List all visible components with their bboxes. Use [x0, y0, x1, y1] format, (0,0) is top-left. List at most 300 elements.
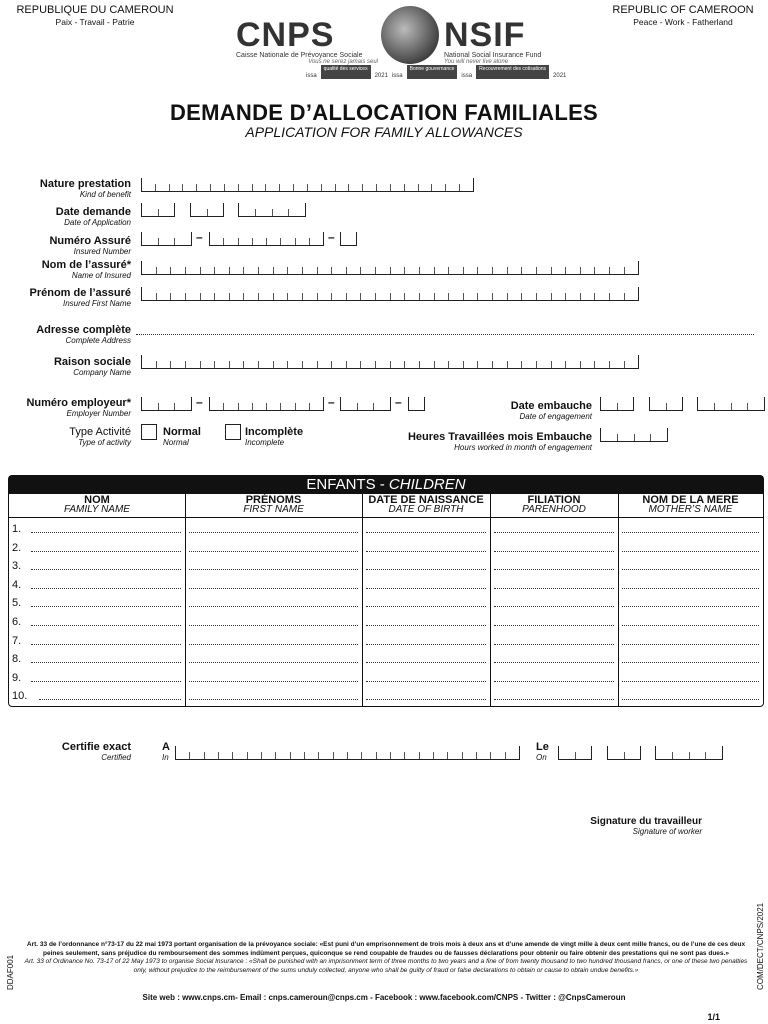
char-cell[interactable]	[336, 184, 350, 191]
char-cell[interactable]	[478, 293, 493, 300]
char-cell[interactable]	[171, 293, 186, 300]
char-cell[interactable]	[522, 361, 537, 368]
char-cell[interactable]	[239, 403, 253, 410]
table-cell-input[interactable]	[31, 606, 181, 607]
char-cell[interactable]	[405, 267, 420, 274]
char-cell[interactable]	[210, 238, 224, 245]
char-cell[interactable]	[449, 267, 464, 274]
char-cell[interactable]	[332, 361, 347, 368]
char-cell[interactable]	[318, 361, 333, 368]
char-cell[interactable]	[464, 293, 479, 300]
label-certify-on: Le On	[536, 741, 549, 762]
cnps-emblem-icon	[381, 6, 439, 64]
char-cell[interactable]	[405, 752, 419, 759]
normal-checkbox[interactable]	[141, 424, 157, 440]
char-cell[interactable]	[405, 293, 420, 300]
char-cell[interactable]	[171, 267, 186, 274]
table-cell-input[interactable]	[31, 625, 181, 626]
char-cell[interactable]	[142, 238, 159, 245]
row-number: 3.	[12, 560, 22, 573]
char-cell[interactable]	[552, 293, 567, 300]
prenom-assure-input[interactable]	[141, 287, 639, 301]
char-cell[interactable]	[142, 209, 159, 216]
char-cell[interactable]	[358, 403, 375, 410]
char-cell[interactable]	[537, 267, 552, 274]
char-cell[interactable]	[493, 293, 508, 300]
char-cell[interactable]	[239, 209, 256, 216]
char-cell[interactable]	[186, 267, 201, 274]
adresse-input[interactable]	[136, 334, 754, 335]
char-cell[interactable]	[347, 361, 362, 368]
separator-dash: –	[328, 395, 335, 409]
char-cell[interactable]	[248, 752, 262, 759]
char-cell[interactable]	[581, 293, 596, 300]
table-cell-input[interactable]	[622, 699, 759, 700]
table-cell-input[interactable]	[189, 532, 358, 533]
char-cell[interactable]	[276, 752, 290, 759]
row-number: 10.	[12, 690, 28, 703]
char-cell[interactable]	[224, 238, 238, 245]
char-cell[interactable]	[405, 361, 420, 368]
char-cell[interactable]	[435, 293, 450, 300]
char-cell[interactable]	[341, 403, 358, 410]
char-cell[interactable]	[361, 293, 376, 300]
char-cell[interactable]	[566, 293, 581, 300]
char-cell[interactable]	[361, 267, 376, 274]
char-cell[interactable]	[244, 361, 259, 368]
char-cell[interactable]	[559, 752, 576, 759]
char-cell[interactable]	[239, 238, 253, 245]
char-cell[interactable]	[493, 361, 508, 368]
char-cell[interactable]	[420, 752, 434, 759]
char-cell[interactable]	[274, 293, 289, 300]
char-cell[interactable]	[610, 361, 625, 368]
char-cell[interactable]	[230, 293, 245, 300]
char-cell[interactable]	[464, 267, 479, 274]
raison-sociale-input[interactable]	[141, 355, 639, 369]
badge-year: 2021	[374, 73, 388, 79]
numero-employeur-part1-input[interactable]	[141, 397, 192, 411]
char-cell[interactable]	[667, 403, 683, 410]
char-cell[interactable]	[610, 293, 625, 300]
table-cell-input[interactable]	[31, 569, 181, 570]
certification-badges	[306, 65, 566, 79]
date-embauche-month-input[interactable]	[649, 397, 683, 411]
char-cell[interactable]	[566, 267, 581, 274]
nature-input[interactable]	[141, 178, 474, 192]
table-cell-input[interactable]	[494, 699, 614, 700]
table-cell-input[interactable]	[31, 588, 181, 589]
char-cell[interactable]	[673, 752, 690, 759]
char-cell[interactable]	[190, 752, 204, 759]
char-cell[interactable]	[625, 361, 639, 368]
char-cell[interactable]	[508, 361, 523, 368]
char-cell[interactable]	[618, 434, 635, 441]
char-cell[interactable]	[625, 267, 639, 274]
char-cell[interactable]	[449, 293, 464, 300]
char-cell[interactable]	[215, 267, 230, 274]
char-cell[interactable]	[224, 403, 238, 410]
char-cell[interactable]	[405, 184, 419, 191]
char-cell[interactable]	[157, 293, 172, 300]
char-cell[interactable]	[191, 209, 208, 216]
table-cell-input[interactable]	[366, 662, 486, 663]
char-cell[interactable]	[253, 403, 267, 410]
char-cell[interactable]	[581, 267, 596, 274]
char-cell[interactable]	[230, 267, 245, 274]
char-cell[interactable]	[266, 184, 280, 191]
char-cell[interactable]	[432, 184, 446, 191]
char-cell[interactable]	[552, 267, 567, 274]
table-cell-input[interactable]	[366, 625, 486, 626]
table-cell-input[interactable]	[366, 644, 486, 645]
table-cell-input[interactable]	[366, 588, 486, 589]
char-cell[interactable]	[176, 752, 190, 759]
table-cell-input[interactable]	[622, 662, 759, 663]
char-cell[interactable]	[391, 752, 405, 759]
char-cell[interactable]	[635, 434, 652, 441]
char-cell[interactable]	[142, 293, 157, 300]
char-cell[interactable]	[493, 267, 508, 274]
char-cell[interactable]	[464, 361, 479, 368]
char-cell[interactable]	[435, 267, 450, 274]
logo-name-fr: Caisse Nationale de Prévoyance Sociale	[236, 52, 363, 59]
char-cell[interactable]	[610, 267, 625, 274]
char-cell[interactable]	[215, 361, 230, 368]
char-cell[interactable]	[420, 293, 435, 300]
table-cell-input[interactable]	[366, 532, 486, 533]
incomplete-label: Incomplète Incomplete	[245, 426, 304, 447]
char-cell[interactable]	[715, 403, 732, 410]
char-cell[interactable]	[262, 752, 276, 759]
char-cell[interactable]	[208, 209, 224, 216]
char-cell[interactable]	[267, 403, 281, 410]
char-cell[interactable]	[142, 184, 156, 191]
table-cell-input[interactable]	[494, 551, 614, 552]
label-nom-assure: Nom de l’assuré* Name of Insured	[41, 259, 131, 280]
char-cell[interactable]	[253, 184, 267, 191]
char-cell[interactable]	[347, 267, 362, 274]
table-cell-input[interactable]	[366, 606, 486, 607]
nom-assure-input[interactable]	[141, 261, 639, 275]
table-cell-input[interactable]	[31, 662, 181, 663]
char-cell[interactable]	[601, 403, 618, 410]
char-cell[interactable]	[186, 361, 201, 368]
table-cell-input[interactable]	[494, 606, 614, 607]
char-cell[interactable]	[142, 267, 157, 274]
char-cell[interactable]	[477, 752, 491, 759]
char-cell[interactable]	[280, 184, 294, 191]
char-cell[interactable]	[651, 434, 667, 441]
char-cell[interactable]	[448, 752, 462, 759]
table-cell-input[interactable]	[622, 532, 759, 533]
char-cell[interactable]	[205, 752, 219, 759]
date-demande-year-input[interactable]	[238, 203, 306, 217]
char-cell[interactable]	[449, 361, 464, 368]
char-cell[interactable]	[446, 184, 460, 191]
char-cell[interactable]	[650, 403, 667, 410]
char-cell[interactable]	[171, 361, 186, 368]
table-cell-input[interactable]	[189, 681, 358, 682]
char-cell[interactable]	[225, 184, 239, 191]
numero-assure-key-input[interactable]	[340, 232, 357, 246]
char-cell[interactable]	[601, 434, 618, 441]
certify-year-input[interactable]	[655, 746, 723, 760]
char-cell[interactable]	[391, 361, 406, 368]
char-cell[interactable]	[522, 293, 537, 300]
char-cell[interactable]	[576, 752, 592, 759]
date-embauche-year-input[interactable]	[697, 397, 765, 411]
char-cell[interactable]	[595, 293, 610, 300]
char-cell[interactable]	[201, 361, 216, 368]
table-cell-input[interactable]	[189, 644, 358, 645]
char-cell[interactable]	[197, 184, 211, 191]
char-cell[interactable]	[310, 403, 323, 410]
char-cell[interactable]	[256, 209, 273, 216]
char-cell[interactable]	[732, 403, 749, 410]
numero-assure-part2-input[interactable]	[209, 232, 324, 246]
char-cell[interactable]	[363, 184, 377, 191]
char-cell[interactable]	[374, 403, 390, 410]
char-cell[interactable]	[491, 752, 505, 759]
table-cell-input[interactable]	[494, 588, 614, 589]
column-divider	[490, 494, 491, 706]
char-cell[interactable]	[506, 752, 519, 759]
row-number: 6.	[12, 616, 22, 628]
incomplete-checkbox[interactable]	[225, 424, 241, 440]
numero-employeur-part2-input[interactable]	[209, 397, 324, 411]
table-cell-input[interactable]	[494, 569, 614, 570]
char-cell[interactable]	[288, 267, 303, 274]
table-cell-input[interactable]	[366, 681, 486, 682]
char-cell[interactable]	[157, 361, 172, 368]
char-cell[interactable]	[157, 267, 172, 274]
table-cell-input[interactable]	[189, 662, 358, 663]
char-cell[interactable]	[281, 403, 295, 410]
table-cell-input[interactable]	[622, 569, 759, 570]
table-cell-input[interactable]	[622, 644, 759, 645]
char-cell[interactable]	[273, 209, 290, 216]
char-cell[interactable]	[391, 293, 406, 300]
char-cell[interactable]	[142, 403, 159, 410]
char-cell[interactable]	[348, 752, 362, 759]
table-cell-input[interactable]	[366, 699, 486, 700]
char-cell[interactable]	[391, 267, 406, 274]
char-cell[interactable]	[595, 267, 610, 274]
issa-logo-icon: issa	[306, 73, 317, 79]
char-cell[interactable]	[219, 752, 233, 759]
char-cell[interactable]	[303, 267, 318, 274]
char-cell[interactable]	[259, 361, 274, 368]
char-cell[interactable]	[175, 238, 191, 245]
table-cell-input[interactable]	[189, 625, 358, 626]
char-cell[interactable]	[332, 267, 347, 274]
char-cell[interactable]	[159, 238, 176, 245]
char-cell[interactable]	[201, 293, 216, 300]
char-cell[interactable]	[303, 361, 318, 368]
char-cell[interactable]	[318, 293, 333, 300]
char-cell[interactable]	[625, 752, 641, 759]
char-cell[interactable]	[289, 209, 305, 216]
char-cell[interactable]	[377, 752, 391, 759]
char-cell[interactable]	[259, 293, 274, 300]
char-cell[interactable]	[183, 184, 197, 191]
table-cell-input[interactable]	[366, 569, 486, 570]
char-cell[interactable]	[239, 184, 253, 191]
char-cell[interactable]	[294, 184, 308, 191]
table-cell-input[interactable]	[494, 644, 614, 645]
char-cell[interactable]	[308, 184, 322, 191]
char-cell[interactable]	[706, 752, 722, 759]
table-cell-input[interactable]	[31, 644, 181, 645]
char-cell[interactable]	[409, 403, 424, 410]
char-cell[interactable]	[508, 267, 523, 274]
char-cell[interactable]	[244, 267, 259, 274]
char-cell[interactable]	[537, 361, 552, 368]
char-cell[interactable]	[419, 184, 433, 191]
char-cell[interactable]	[434, 752, 448, 759]
char-cell[interactable]	[347, 293, 362, 300]
char-cell[interactable]	[215, 293, 230, 300]
nsif-logo-right	[444, 18, 541, 65]
char-cell[interactable]	[435, 361, 450, 368]
char-cell[interactable]	[332, 293, 347, 300]
char-cell[interactable]	[581, 361, 596, 368]
label-type-activite: Type Activité Type of activity	[69, 426, 131, 447]
char-cell[interactable]	[170, 184, 184, 191]
char-cell[interactable]	[156, 184, 170, 191]
char-cell[interactable]	[349, 184, 363, 191]
char-cell[interactable]	[341, 238, 356, 245]
char-cell[interactable]	[291, 752, 305, 759]
char-cell[interactable]	[142, 361, 157, 368]
table-cell-input[interactable]	[31, 551, 181, 552]
char-cell[interactable]	[322, 184, 336, 191]
char-cell[interactable]	[159, 209, 175, 216]
char-cell[interactable]	[318, 267, 333, 274]
char-cell[interactable]	[552, 361, 567, 368]
char-cell[interactable]	[281, 238, 295, 245]
cnps-logo-left	[236, 18, 378, 65]
certify-month-input[interactable]	[607, 746, 641, 760]
char-cell[interactable]	[253, 238, 267, 245]
numero-employeur-part3-input[interactable]	[340, 397, 391, 411]
char-cell[interactable]	[288, 293, 303, 300]
char-cell[interactable]	[698, 403, 715, 410]
table-cell-input[interactable]	[31, 532, 181, 533]
char-cell[interactable]	[522, 267, 537, 274]
table-cell-input[interactable]	[189, 699, 358, 700]
char-cell[interactable]	[211, 184, 225, 191]
char-cell[interactable]	[460, 184, 473, 191]
char-cell[interactable]	[210, 403, 224, 410]
table-cell-input[interactable]	[494, 625, 614, 626]
char-cell[interactable]	[296, 238, 310, 245]
char-cell[interactable]	[391, 184, 405, 191]
table-cell-input[interactable]	[189, 588, 358, 589]
char-cell[interactable]	[478, 361, 493, 368]
char-cell[interactable]	[230, 361, 245, 368]
char-cell[interactable]	[618, 403, 634, 410]
column-header-nom: NOM FAMILY NAME	[64, 494, 130, 515]
char-cell[interactable]	[376, 293, 391, 300]
char-cell[interactable]	[690, 752, 707, 759]
table-cell-input[interactable]	[31, 681, 181, 682]
char-cell[interactable]	[420, 361, 435, 368]
char-cell[interactable]	[376, 361, 391, 368]
numero-employeur-key-input[interactable]	[408, 397, 425, 411]
char-cell[interactable]	[259, 267, 274, 274]
certify-place-input[interactable]	[175, 746, 520, 760]
char-cell[interactable]	[319, 752, 333, 759]
table-cell-input[interactable]	[622, 551, 759, 552]
date-demande-day-input[interactable]	[141, 203, 175, 217]
char-cell[interactable]	[420, 267, 435, 274]
table-cell-input[interactable]	[494, 681, 614, 682]
char-cell[interactable]	[267, 238, 281, 245]
date-embauche-day-input[interactable]	[600, 397, 634, 411]
char-cell[interactable]	[244, 293, 259, 300]
table-cell-input[interactable]	[189, 569, 358, 570]
label-date-demande: Date demande Date of Application	[55, 206, 131, 227]
char-cell[interactable]	[608, 752, 625, 759]
column-divider	[185, 494, 186, 706]
table-cell-input[interactable]	[494, 662, 614, 663]
numero-assure-part1-input[interactable]	[141, 232, 192, 246]
table-cell-input[interactable]	[189, 606, 358, 607]
table-cell-input[interactable]	[494, 532, 614, 533]
char-cell[interactable]	[201, 267, 216, 274]
char-cell[interactable]	[656, 752, 673, 759]
char-cell[interactable]	[463, 752, 477, 759]
char-cell[interactable]	[478, 267, 493, 274]
char-cell[interactable]	[361, 361, 376, 368]
char-cell[interactable]	[305, 752, 319, 759]
char-cell[interactable]	[303, 293, 318, 300]
char-cell[interactable]	[595, 361, 610, 368]
table-cell-input[interactable]	[366, 551, 486, 552]
table-cell-input[interactable]	[622, 625, 759, 626]
char-cell[interactable]	[377, 184, 391, 191]
table-cell-input[interactable]	[622, 588, 759, 589]
char-cell[interactable]	[362, 752, 376, 759]
char-cell[interactable]	[175, 403, 191, 410]
char-cell[interactable]	[537, 293, 552, 300]
char-cell[interactable]	[334, 752, 348, 759]
char-cell[interactable]	[186, 293, 201, 300]
signature-label: Signature du travailleur Signature of worker	[590, 816, 702, 836]
table-cell-input[interactable]	[622, 681, 759, 682]
char-cell[interactable]	[376, 267, 391, 274]
char-cell[interactable]	[274, 267, 289, 274]
heures-travaillees-input[interactable]	[600, 428, 668, 442]
char-cell[interactable]	[566, 361, 581, 368]
table-cell-input[interactable]	[39, 699, 181, 700]
char-cell[interactable]	[310, 238, 323, 245]
char-cell[interactable]	[233, 752, 247, 759]
table-cell-input[interactable]	[189, 551, 358, 552]
date-demande-month-input[interactable]	[190, 203, 224, 217]
char-cell[interactable]	[159, 403, 176, 410]
char-cell[interactable]	[288, 361, 303, 368]
char-cell[interactable]	[296, 403, 310, 410]
char-cell[interactable]	[274, 361, 289, 368]
certify-day-input[interactable]	[558, 746, 592, 760]
char-cell[interactable]	[625, 293, 639, 300]
char-cell[interactable]	[748, 403, 764, 410]
char-cell[interactable]	[508, 293, 523, 300]
table-cell-input[interactable]	[622, 606, 759, 607]
